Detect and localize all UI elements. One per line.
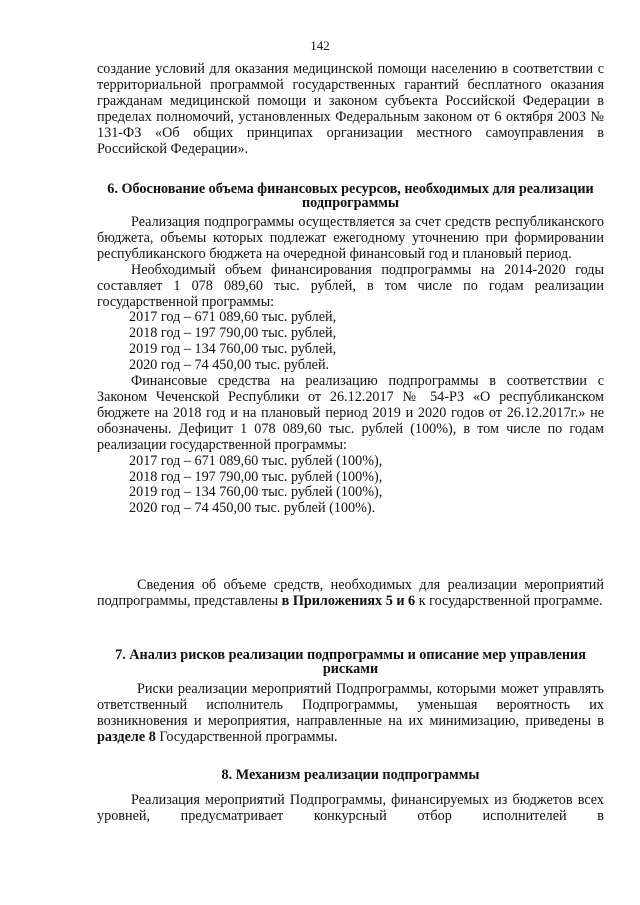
list-item: 2019 год – 134 760,00 тыс. рублей (100%), <box>129 484 383 501</box>
intro-block <box>97 62 604 157</box>
section-7-heading: 7. Анализ рисков реализации подпрограммы и описание мер управления рисками <box>115 647 586 677</box>
section-6-paragraph-1: Реализация подпрограммы осуществляется за счет средств республиканского бюджета, объемы которых подлежат ежегодному уточнению при формировании республиканского бюджета на очередной финансовый год и плановый период. <box>97 214 604 262</box>
list-item: 2019 год – 134 760,00 тыс. рублей, <box>129 341 337 358</box>
list-item: 2018 год – 197 790,00 тыс. рублей (100%), <box>129 468 383 485</box>
section-7 <box>97 648 604 676</box>
section-6-paragraph-3: Финансовые средства на реализацию подпрограммы в соответствии с Законом Чеченской Республики от 26.12.2017 № 54-РЗ «О республиканском бюджете на 2018 год и на плановый период 2019 и 2020 годов от 26.12.2017г.» не обозначены. Дефицит 1 078 089,60 тыс. рублей (100%), в том числе по годам реализации государственной программы: <box>97 373 604 453</box>
section-8-heading: 8. Механизм реализации подпрограммы <box>221 767 480 783</box>
section-6-appendix-note <box>97 578 604 610</box>
text-run: Государственной программы. <box>155 728 338 745</box>
list-item: 2020 год – 74 450,00 тыс. рублей. <box>129 357 330 374</box>
section-8-paragraph-1: Реализация мероприятий Подпрограммы, финансируемых из бюджетов всех уровней, предусматривает конкурсный отбор исполнителей в <box>97 792 604 824</box>
list-item: 2020 год – 74 450,00 тыс. рублей (100%). <box>129 500 376 517</box>
appendix-reference: в Приложениях 5 и 6 <box>281 592 416 609</box>
list-item: 2017 год – 671 089,60 тыс. рублей, <box>129 309 337 326</box>
section-6-paragraph-2: Необходимый объем финансирования подпрограммы на 2014-2020 годы составляет 1 078 089,60 тыс. рублей, в том числе по годам реализации государственной программы: <box>97 261 604 310</box>
section-6-body <box>97 215 604 517</box>
page-number: 142 <box>310 38 330 53</box>
list-item: 2017 год – 671 089,60 тыс. рублей (100%), <box>129 452 383 469</box>
section-6 <box>97 182 604 210</box>
text-run: Сведения об объеме средств, необходимых для реализации мероприятий подпрограммы, представлены <box>97 577 604 609</box>
section-8 <box>97 768 604 782</box>
financing-by-year-list <box>97 310 604 374</box>
section-reference: разделе 8 <box>97 728 156 745</box>
text-run: Риски реализации мероприятий Подпрограммы, которыми может управлять ответственный исполнитель Подпрограммы, уменьшая вероятность их возникновения и мероприятия, направленные на их минимизацию, приведены в <box>97 681 604 729</box>
text-run: к государственной программе. <box>415 592 603 609</box>
section-7-paragraph-1 <box>97 682 604 746</box>
deficit-by-year-list <box>97 454 604 518</box>
section-6-paragraph-4 <box>97 578 604 610</box>
section-6-heading: 6. Обоснование объема финансовых ресурсов, необходимых для реализации подпрограммы <box>107 181 594 211</box>
section-8-body <box>97 793 604 825</box>
section-7-body <box>97 682 604 746</box>
list-item: 2018 год – 197 790,00 тыс. рублей, <box>129 325 337 342</box>
intro-paragraph: создание условий для оказания медицинской помощи населению в соответствии с территориальной программой государственных гарантий бесплатного оказания гражданам медицинской помощи и законом субъекта Российской Федерации в пределах полномочий, установленных Федеральным законом от 6 октября 2003 № 131-ФЗ «Об общих принципах организации местного самоуправления в Российской Федерации». <box>97 61 604 157</box>
